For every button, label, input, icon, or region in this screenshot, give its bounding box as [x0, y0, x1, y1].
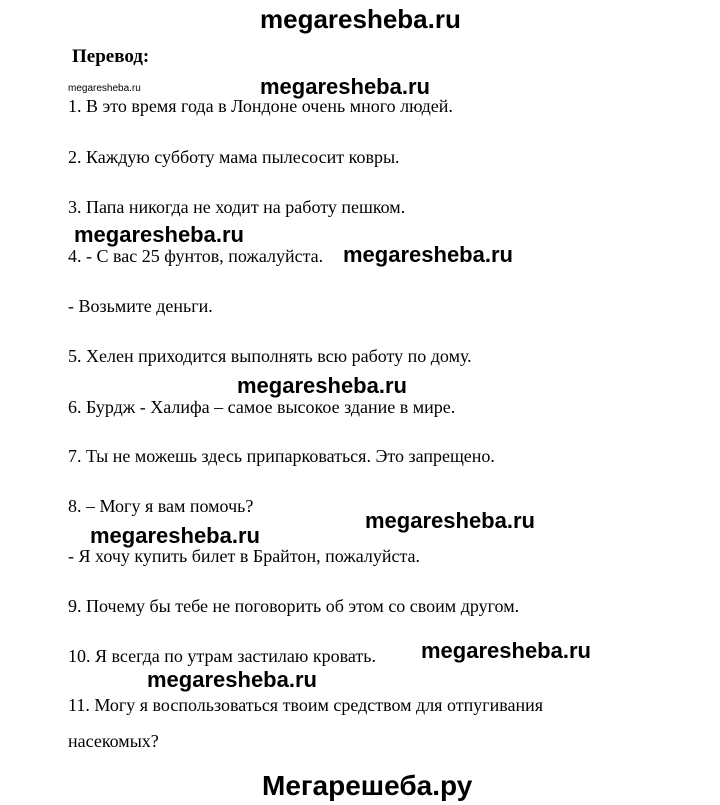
- watermark: megaresheba.ru: [90, 523, 260, 548]
- watermark: megaresheba.ru: [147, 667, 317, 692]
- translation-line-4: 4. - С вас 25 фунтов, пожалуйста.: [68, 246, 324, 266]
- translation-line-2: 2. Каждую субботу мама пылесосит ковры.: [68, 147, 400, 167]
- watermark-top: megaresheba.ru: [260, 4, 461, 34]
- watermark: megaresheba.ru: [343, 242, 513, 267]
- translation-line-9: 8. – Могу я вам помочь?: [68, 496, 254, 516]
- watermark: megaresheba.ru: [237, 373, 407, 398]
- watermark-small: megaresheba.ru: [68, 83, 141, 94]
- translation-line-11: 9. Почему бы тебе не поговорить об этом со своим другом.: [68, 596, 520, 616]
- translation-line-5: - Возьмите деньги.: [68, 296, 213, 316]
- watermark: megaresheba.ru: [260, 74, 430, 99]
- translation-line-3: 3. Папа никогда не ходит на работу пешком.: [68, 197, 406, 217]
- translation-line-6: 5. Хелен приходится выполнять всю работу по дому.: [68, 346, 472, 366]
- translation-line-7: 6. Бурдж - Халифа – самое высокое здание в мире.: [68, 397, 456, 417]
- translation-line-8: 7. Ты не можешь здесь припарковаться. Это запрещено.: [68, 446, 495, 466]
- translation-line-13-cont: насекомых?: [68, 731, 159, 751]
- translation-line-1: 1. В это время года в Лондоне очень много людей.: [68, 96, 453, 116]
- footer-site-name: Мегарешеба.ру: [262, 770, 473, 801]
- watermark: megaresheba.ru: [421, 638, 591, 663]
- translation-line-10: - Я хочу купить билет в Брайтон, пожалуйста.: [68, 546, 421, 566]
- translation-line-12: 10. Я всегда по утрам застилаю кровать.: [68, 646, 376, 666]
- watermark: megaresheba.ru: [74, 222, 244, 247]
- translation-line-13: 11. Могу я воспользоваться твоим средством для отпугивания: [68, 695, 544, 715]
- watermark: megaresheba.ru: [365, 508, 535, 533]
- page-heading: Перевод:: [72, 46, 150, 67]
